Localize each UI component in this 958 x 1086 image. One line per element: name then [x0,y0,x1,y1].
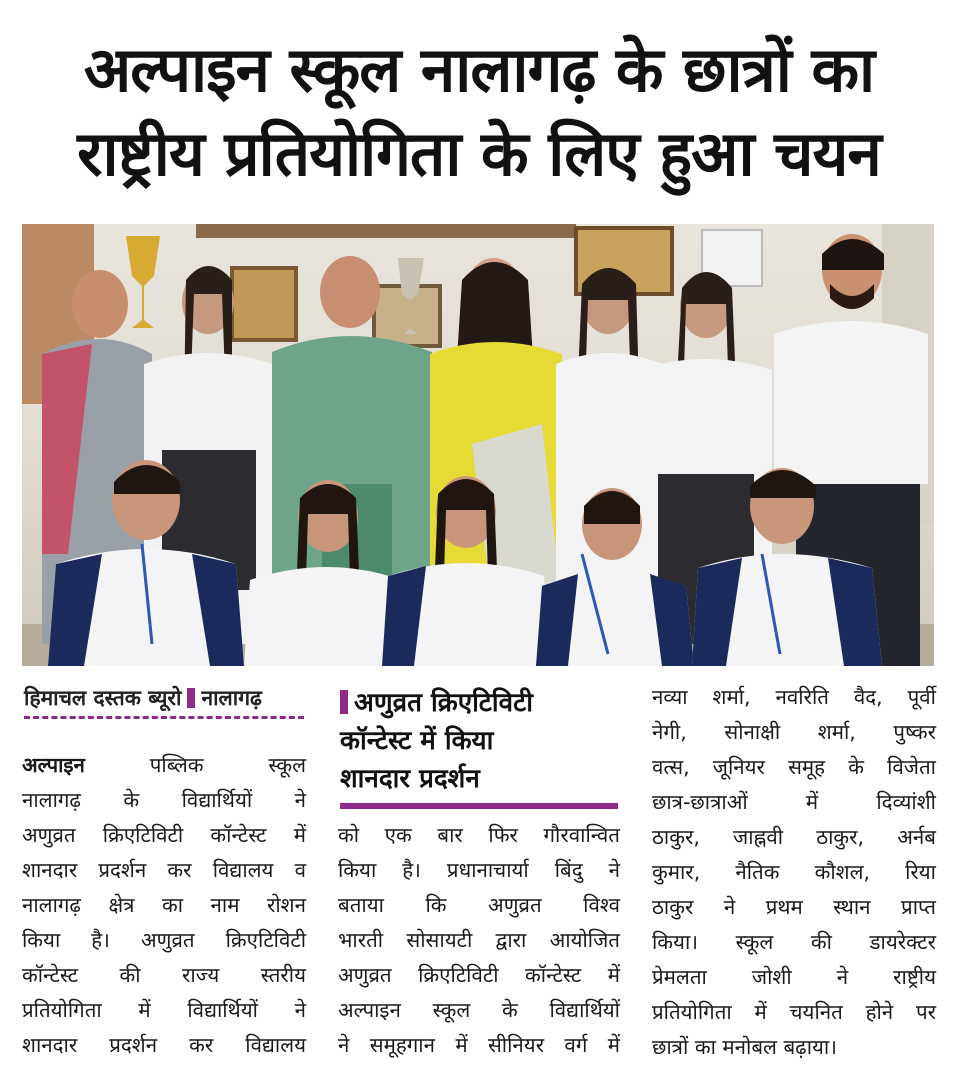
column-line: प्रतियोगिता में विद्यार्थियों ने [22,998,306,1022]
headline-line-2: राष्ट्रीय प्रतियोगिता के लिए हुआ चयन [77,117,881,190]
article-column-3 [652,680,936,1065]
byline-place: नालागढ़ [201,686,262,710]
frame-1 [232,268,296,340]
column-line: नेगी, सोनाक्षी शर्मा, पुष्कर [652,720,936,744]
subheading-line-2: कॉन्टेस्ट में किया [340,726,494,756]
group-photo [22,224,934,666]
column-line: नव्या शर्मा, नवरिति वैद, पूर्वी [652,685,936,709]
column-line: अल्पाइन स्कूल के विद्यार्थियों [338,998,620,1022]
column-line: अणुव्रत क्रिएटिविटी कॉन्टेस्ट में [338,963,620,987]
byline-separator [187,688,195,708]
subheading-marker [340,690,348,714]
column-line: भारती सोसायटी द्वारा आयोजित [338,928,620,952]
column-line: ठाकुर, जाह्नवी ठाकुर, अर्नब [652,825,936,849]
headline-line-1: अल्पाइन स्कूल नालागढ़ के छात्रों का [83,33,875,106]
headline [18,28,940,196]
group-photo-illustration [22,224,934,666]
column-line: किया। स्कूल की डायरेक्टर [652,930,936,954]
column-line: बताया कि अणुव्रत विश्व [338,893,620,917]
column-line: ने समूहगान में सीनियर वर्ग में [338,1033,620,1057]
column-line: अल्पाइन पब्लिक स्कूल [22,753,306,777]
column-line: प्रेमलता जोशी ने राष्ट्रीय [652,965,936,989]
column-line: नालागढ़ क्षेत्र का नाम रोशन [22,893,306,917]
subheading-rule [340,803,618,809]
column-line: छात्रों का मनोबल बढ़ाया। [652,1035,837,1059]
shelf [196,224,576,238]
column-line: प्रतियोगिता में चयनित होने पर [652,1000,936,1024]
column-line: शानदार प्रदर्शन कर विद्यालय [22,1033,306,1057]
column-line: वत्स, जूनियर समूह के विजेता [652,755,936,779]
column-line: को एक बार फिर गौरवान्वित [338,823,620,847]
column-line: शानदार प्रदर्शन कर विद्यालय व [22,858,306,882]
byline-source: हिमाचल दस्तक ब्यूरो [24,686,182,710]
subheading [340,684,620,798]
column-line: कुमार, नैतिक कौशल, रिया [652,860,936,884]
column-line: ठाकुर ने प्रथम स्थान प्राप्त [652,895,936,919]
article-column-1 [22,748,306,1063]
column-line: किया है। अणुव्रत क्रिएटिविटी [22,928,306,952]
column-line: अणुव्रत क्रिएटिविटी कॉन्टेस्ट में [22,823,306,847]
column-line: कॉन्टेस्ट की राज्य स्तरीय [22,963,306,987]
column-line: नालागढ़ के विद्यार्थियों ने [22,788,306,812]
lead-word: अल्पाइन [22,753,85,777]
subheading-line-3: शानदार प्रदर्शन [340,764,480,794]
article-column-2 [338,818,620,1063]
column-line: छात्र-छात्राओं में दिव्यांशी [652,790,936,814]
byline [24,684,304,719]
subheading-line-1: अणुव्रत क्रिएटिविटी [354,688,533,718]
column-line: किया है। प्रधानाचार्या बिंदु ने [338,858,620,882]
trophy-icon [126,236,160,328]
